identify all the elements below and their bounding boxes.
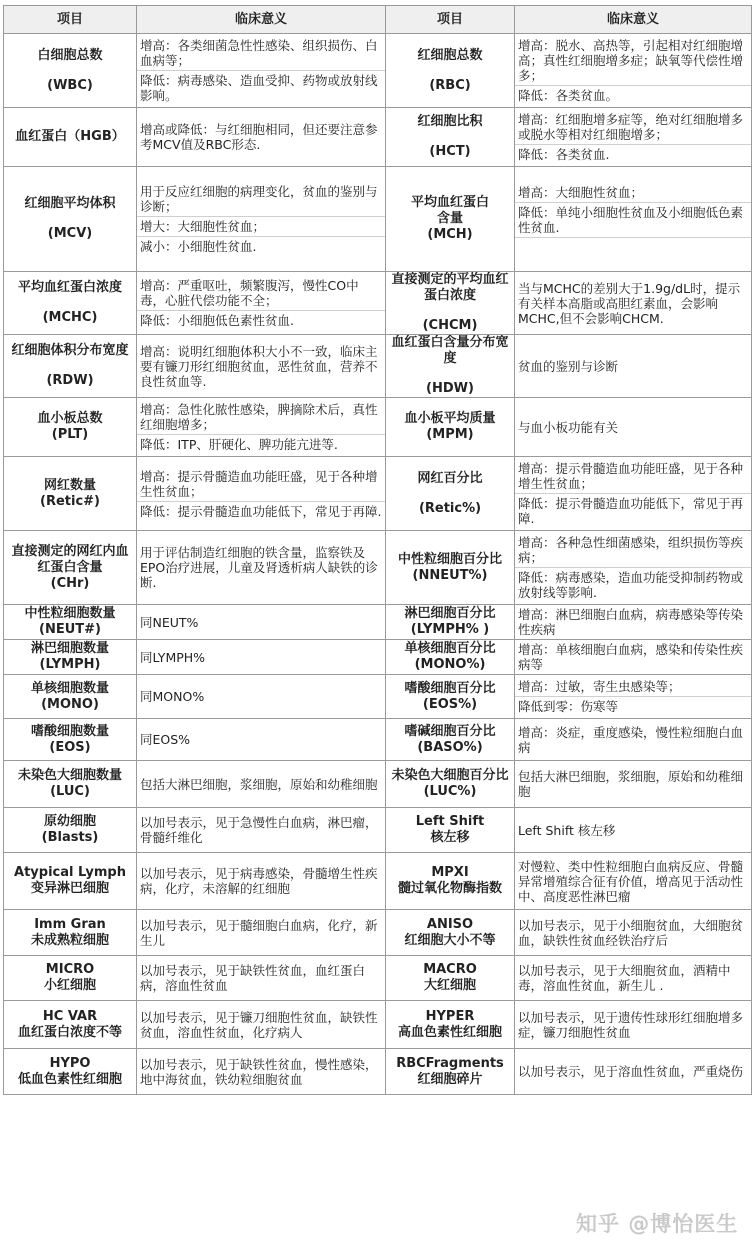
table-row bbox=[4, 853, 752, 910]
item-name-line bbox=[389, 367, 511, 381]
item-name-line bbox=[7, 359, 133, 373]
item-name-line: 原幼细胞 bbox=[43, 814, 96, 829]
item-name-line: (NEUT#) bbox=[39, 622, 101, 637]
description-line: 包括大淋巴细胞，浆细胞，原始和幼稚细胞 bbox=[140, 776, 378, 792]
item-name-line: Atypical Lymph 变异淋巴细胞 bbox=[14, 865, 126, 896]
item-name bbox=[4, 910, 137, 956]
item-name-line: MPXI bbox=[431, 865, 469, 880]
item-name bbox=[386, 457, 515, 531]
item-name bbox=[4, 457, 137, 531]
description-line: 降低：提示骨髓造血功能低下，常见于再障. bbox=[515, 493, 751, 528]
item-name-line: 平均血红蛋白浓度 bbox=[17, 280, 122, 295]
item-name-line: 血红蛋白（HGB） bbox=[15, 129, 125, 144]
item-description bbox=[137, 457, 386, 531]
item-description bbox=[515, 1049, 752, 1095]
item-name-line: (MCHC) bbox=[42, 310, 98, 325]
item-name bbox=[386, 761, 515, 808]
description-line: 降低：各类贫血. bbox=[515, 144, 751, 164]
item-description bbox=[515, 531, 752, 605]
description-line: 增高：红细胞增多症等，绝对红细胞增多或脱水等相对红细胞增多； bbox=[518, 112, 744, 142]
item-name-line: (LYMPH% ) bbox=[410, 622, 490, 637]
item-name-line: MACRO bbox=[423, 962, 477, 977]
description-line: 当与MCHC的差别大于1.9g/dL时，提示有关样本高脂或高胆红素血，会影响MCHC,但不会影响CHCM. bbox=[518, 280, 741, 326]
description-line: 增高：过敏，寄生虫感染等； bbox=[518, 679, 681, 694]
item-name-line: 高血色素性红细胞 bbox=[397, 1024, 502, 1040]
item-name bbox=[386, 675, 515, 719]
item-name-line: 单核细胞百分比 bbox=[404, 641, 496, 656]
item-name-line: HC VAR bbox=[42, 1008, 98, 1024]
item-name bbox=[4, 808, 137, 853]
description-line: 降低：病毒感染、造血受抑、药物或放射线影响。 bbox=[137, 70, 385, 105]
item-name bbox=[4, 398, 137, 457]
item-description bbox=[137, 272, 386, 335]
item-description bbox=[137, 398, 386, 457]
item-name bbox=[386, 605, 515, 640]
item-name bbox=[386, 531, 515, 605]
item-name bbox=[4, 1001, 137, 1049]
item-name-line bbox=[389, 130, 511, 144]
item-name bbox=[386, 956, 515, 1001]
item-name bbox=[4, 34, 137, 108]
item-name bbox=[4, 719, 137, 761]
item-name-line: (EOS%) bbox=[422, 696, 478, 712]
header-item-right: 项目 bbox=[386, 6, 515, 34]
description-line: 包括大淋巴细胞，浆细胞，原始和幼稚细胞 bbox=[518, 769, 744, 799]
description-line: 增高：大细胞性贫血； bbox=[518, 184, 644, 200]
item-name-line bbox=[7, 212, 133, 226]
watermark: 知乎 @博怡医生 bbox=[576, 1212, 739, 1236]
item-description bbox=[515, 853, 752, 910]
item-name-line: 红细胞比积 bbox=[417, 114, 483, 129]
item-name-line: (HDW) bbox=[426, 381, 474, 396]
item-name-line: 大红细胞 bbox=[423, 978, 476, 993]
item-name bbox=[4, 853, 137, 910]
item-name-line: (LYMPH) bbox=[39, 657, 101, 672]
item-name-line: 血红蛋白含量分布宽度 bbox=[391, 335, 509, 366]
item-name-line bbox=[7, 64, 133, 78]
item-name-line: (MONO%) bbox=[414, 657, 486, 672]
item-description bbox=[515, 272, 752, 335]
description-line: 对慢粒、类中性粒细胞白血病反应、骨髓异常增殖综合征有价值，增高见于活动性中、高度恶性淋巴瘤 bbox=[518, 858, 744, 904]
item-name-line: (MCH) bbox=[427, 227, 473, 242]
item-name-line: (WBC) bbox=[47, 77, 93, 93]
description-line: 减小：小细胞性贫血. bbox=[137, 236, 385, 256]
description-line: 增大：大细胞性贫血； bbox=[137, 216, 385, 236]
description-line: 以加号表示，见于镰刀细胞性贫血，缺铁性贫血，溶血性贫血，化疗病人 bbox=[140, 1009, 378, 1040]
item-name-line: 淋巴细胞百分比 bbox=[404, 606, 496, 621]
item-name-line: (Retic%) bbox=[418, 500, 482, 516]
description-line: 增高：单核细胞白血病，感染和传染性疾病等 bbox=[518, 642, 744, 672]
item-name-line: 嗜碱细胞百分比 bbox=[404, 723, 496, 739]
description-line: 用于反应红细胞的病理变化，贫血的鉴别与诊断； bbox=[140, 184, 378, 214]
item-name-line: (MPM) bbox=[426, 427, 474, 442]
item-name-line bbox=[389, 487, 511, 501]
item-name-line: 红细胞总数 bbox=[417, 47, 483, 63]
header-meaning-right: 临床意义 bbox=[515, 6, 752, 34]
item-name-line: 直接测定的平均血红蛋白浓度 bbox=[391, 272, 509, 303]
item-name-line: HYPER bbox=[425, 1008, 475, 1024]
description-line: 增高：提示骨髓造血功能旺盛，见于各种增生性贫血； bbox=[140, 468, 378, 499]
description-line: 贫血的鉴别与诊断 bbox=[518, 358, 619, 374]
item-name bbox=[4, 640, 137, 675]
item-name-line: HYPO bbox=[49, 1055, 91, 1071]
item-name-line: 红细胞碎片 bbox=[417, 1071, 483, 1087]
item-name-line: (LUC) bbox=[50, 784, 90, 799]
item-name-line: 中性粒细胞百分比 bbox=[397, 551, 502, 567]
item-description bbox=[515, 108, 752, 167]
description-line: 降低：小细胞低色素性贫血. bbox=[137, 310, 385, 330]
table-row bbox=[4, 640, 752, 675]
item-description bbox=[515, 956, 752, 1001]
item-name bbox=[4, 167, 137, 272]
item-name bbox=[4, 1049, 137, 1095]
description-line: 降低：ITP、肝硬化、脾功能亢进等. bbox=[137, 434, 385, 454]
item-description bbox=[137, 1001, 386, 1049]
description-line: 同NEUT% bbox=[140, 614, 199, 630]
item-name-line: 白细胞总数 bbox=[37, 47, 103, 63]
description-line: 增高：急性化脓性感染，脾摘除术后，真性红细胞增多； bbox=[140, 402, 378, 432]
table-body bbox=[4, 6, 752, 1095]
item-description bbox=[137, 853, 386, 910]
item-description bbox=[137, 910, 386, 956]
item-name bbox=[4, 605, 137, 640]
item-description bbox=[515, 34, 752, 108]
item-name-line: 血红蛋白浓度不等 bbox=[17, 1024, 122, 1040]
description-line: 以加号表示，见于大细胞贫血，酒精中毒，溶血性贫血，新生儿 . bbox=[518, 963, 731, 993]
item-name bbox=[386, 808, 515, 853]
item-description bbox=[137, 34, 386, 108]
item-name bbox=[4, 531, 137, 605]
table-row bbox=[4, 457, 752, 531]
item-description bbox=[137, 640, 386, 675]
description-line: 降低：各类贫血。 bbox=[515, 85, 751, 105]
item-description bbox=[515, 640, 752, 675]
item-name bbox=[386, 34, 515, 108]
item-description bbox=[515, 167, 752, 272]
item-name bbox=[386, 640, 515, 675]
header-item-left: 项目 bbox=[4, 6, 137, 34]
table-row bbox=[4, 808, 752, 853]
item-name bbox=[386, 910, 515, 956]
description-line: 增高：说明红细胞体积大小不一致，临床主要有镰刀形红细胞贫血，恶性贫血，营养不良性贫血等. bbox=[140, 343, 378, 389]
item-name-line: (CHCM) bbox=[422, 318, 478, 333]
item-name-line: 红细胞大小不等 bbox=[404, 932, 496, 948]
item-name-line: Imm Gran bbox=[34, 916, 106, 932]
description-line: 增高：炎症，重度感染，慢性粒细胞白血病 bbox=[518, 724, 744, 755]
item-description bbox=[515, 457, 752, 531]
item-name-line: (CHr) bbox=[50, 575, 90, 591]
description-line: 用于评估制造红细胞的铁含量，监察铁及EPO治疗进展，儿童及肾透析病人缺铁的诊断. bbox=[140, 545, 378, 590]
item-name-line: RBCFragments bbox=[396, 1055, 504, 1071]
description-line: 与血小板功能有关 bbox=[518, 419, 619, 435]
description-line: 以加号表示，见于髓细胞白血病，化疗，新生儿 bbox=[140, 917, 378, 948]
item-name-line: 中性粒细胞数量 bbox=[24, 606, 116, 621]
item-name-line: 血小板平均质量 bbox=[404, 411, 496, 426]
description-line: 增高或降低：与红细胞相同，但还要注意参考MCV值及RBC形态. bbox=[140, 122, 378, 152]
description-line: 增高：提示骨髓造血功能旺盛，见于各种增生性贫血； bbox=[518, 461, 744, 491]
item-name bbox=[4, 108, 137, 167]
item-description bbox=[515, 910, 752, 956]
item-name-line: (Retic#) bbox=[40, 493, 100, 509]
clinical-significance-table bbox=[3, 5, 752, 1095]
item-name-line: MICRO bbox=[45, 962, 95, 977]
description-line: 增高：淋巴细胞白血病，病毒感染等传染性疾病 bbox=[518, 607, 744, 637]
item-name-line: 未成熟粒细胞 bbox=[30, 932, 109, 948]
item-name bbox=[4, 761, 137, 808]
table-row bbox=[4, 398, 752, 457]
item-name bbox=[4, 272, 137, 335]
item-name-line: 单核细胞数量 bbox=[30, 680, 109, 696]
item-name bbox=[386, 335, 515, 398]
item-description bbox=[515, 1001, 752, 1049]
item-description bbox=[515, 335, 752, 398]
table-row bbox=[4, 272, 752, 335]
item-description bbox=[137, 761, 386, 808]
table-row bbox=[4, 605, 752, 640]
description-line: Left Shift 核左移 bbox=[518, 822, 616, 838]
item-name bbox=[4, 675, 137, 719]
description-line: 以加号表示，见于缺铁性贫血，血红蛋白病，溶血性贫血 bbox=[140, 963, 366, 993]
table-row bbox=[4, 108, 752, 167]
description-line: 增高：严重呕吐，频繁腹泻，慢性CO中毒，心脏代偿功能不全； bbox=[140, 278, 359, 308]
item-name-line bbox=[389, 304, 511, 318]
item-name bbox=[386, 167, 515, 272]
table-row bbox=[4, 335, 752, 398]
item-name-line: 淋巴细胞数量 bbox=[30, 641, 109, 656]
item-name bbox=[4, 956, 137, 1001]
item-name-line: 核左移 bbox=[430, 830, 470, 845]
item-name bbox=[386, 853, 515, 910]
item-name-line: 低血色素性红细胞 bbox=[17, 1071, 122, 1087]
item-name-line: (Blasts) bbox=[41, 830, 99, 845]
table-row bbox=[4, 761, 752, 808]
item-name-line: (PLT) bbox=[51, 427, 89, 442]
item-name bbox=[386, 272, 515, 335]
description-line: 降低：提示骨髓造血功能低下，常见于再障. bbox=[137, 501, 385, 521]
description-line: 同LYMPH% bbox=[140, 649, 206, 665]
item-description bbox=[137, 808, 386, 853]
item-description bbox=[137, 335, 386, 398]
item-name-line: 含量 bbox=[436, 211, 463, 226]
item-name-line: 嗜酸细胞百分比 bbox=[404, 680, 496, 696]
description-line: 增高：各类细菌急性性感染、组织损伤、白血病等； bbox=[140, 38, 378, 68]
description-line: 以加号表示，见于遗传性球形红细胞增多症，镰刀细胞性贫血 bbox=[518, 1009, 744, 1040]
description-line: 降低到零：伤寒等 bbox=[515, 696, 751, 716]
table-row bbox=[4, 910, 752, 956]
item-name-line: (RBC) bbox=[429, 77, 471, 93]
item-name-line: (BASO%) bbox=[417, 739, 483, 755]
table-row bbox=[4, 1049, 752, 1095]
item-name-line: (RDW) bbox=[46, 373, 94, 388]
item-description bbox=[137, 167, 386, 272]
table-row bbox=[4, 675, 752, 719]
description-line: 以加号表示，见于小细胞贫血，大细胞贫血，缺铁性贫血经铁治疗后 bbox=[518, 917, 744, 948]
item-name-line: 未染色大细胞数量 bbox=[17, 768, 122, 783]
table-row bbox=[4, 719, 752, 761]
item-name-line: (HCT) bbox=[429, 144, 471, 159]
item-name-line: 髓过氧化物酶指数 bbox=[397, 881, 502, 896]
item-name bbox=[4, 335, 137, 398]
item-name-line: (EOS) bbox=[49, 739, 91, 755]
description-line: 增高：脱水、高热等，引起相对红细胞增高；真性红细胞增多症；缺氧等代偿性增多； bbox=[518, 38, 744, 83]
description-line: 以加号表示，见于病毒感染，骨髓增生性疾病，化疗，未溶解的红细胞 bbox=[140, 866, 378, 896]
item-name-line: Left Shift bbox=[415, 814, 485, 829]
description-line: 以加号表示，见于急慢性白血病，淋巴瘤，骨髓纤维化 bbox=[140, 815, 378, 845]
description-line bbox=[515, 237, 751, 256]
item-description bbox=[137, 605, 386, 640]
item-description bbox=[515, 808, 752, 853]
item-name-line: 嗜酸细胞数量 bbox=[30, 723, 109, 739]
description-line: 以加号表示，见于缺铁性贫血，慢性感染，地中海贫血，铁幼粒细胞贫血 bbox=[140, 1056, 378, 1087]
item-name-line: 网红数量 bbox=[43, 477, 96, 493]
table-row bbox=[4, 956, 752, 1001]
item-name-line: 平均血红蛋白 bbox=[410, 195, 489, 210]
description-line: 同EOS% bbox=[140, 732, 191, 747]
item-name-line: (MONO) bbox=[41, 696, 99, 712]
item-name-line: 网红百分比 bbox=[417, 470, 483, 486]
item-description bbox=[515, 719, 752, 761]
item-name bbox=[386, 1001, 515, 1049]
item-description bbox=[515, 605, 752, 640]
item-description bbox=[515, 761, 752, 808]
item-name bbox=[386, 719, 515, 761]
item-description bbox=[515, 398, 752, 457]
item-name-line: 红细胞平均体积 bbox=[24, 196, 116, 211]
header-row bbox=[4, 6, 752, 34]
item-name bbox=[386, 1049, 515, 1095]
item-name-line: 血小板总数 bbox=[37, 411, 103, 426]
item-description bbox=[137, 719, 386, 761]
table-row bbox=[4, 34, 752, 108]
item-name bbox=[386, 108, 515, 167]
description-line: 降低：单纯小细胞性贫血及小细胞低色素性贫血. bbox=[515, 202, 751, 237]
item-name-line bbox=[7, 296, 133, 310]
description-line: 以加号表示，见于溶血性贫血，严重烧伤 bbox=[518, 1064, 744, 1079]
description-line: 增高：各种急性细菌感染，组织损伤等疾病； bbox=[518, 535, 744, 565]
item-name-line: (MCV) bbox=[47, 226, 93, 241]
item-name-line: 直接测定的网红内血红蛋白含量 bbox=[11, 543, 129, 575]
item-name-line bbox=[389, 64, 511, 78]
description-line: 同MONO% bbox=[140, 689, 205, 704]
item-description bbox=[137, 108, 386, 167]
item-name-line: 小红细胞 bbox=[43, 978, 96, 993]
item-description bbox=[137, 956, 386, 1001]
item-description bbox=[137, 675, 386, 719]
item-description bbox=[137, 531, 386, 605]
item-name-line: 未染色大细胞百分比(LUC%) bbox=[391, 768, 509, 799]
item-name-line: (NNEUT%) bbox=[412, 567, 488, 583]
table-row bbox=[4, 1001, 752, 1049]
item-name-line: ANISO bbox=[426, 916, 474, 932]
table-row bbox=[4, 531, 752, 605]
table-row bbox=[4, 167, 752, 272]
item-description bbox=[515, 675, 752, 719]
item-name bbox=[386, 398, 515, 457]
description-line: 降低：病毒感染，造血功能受抑制药物或放射线等影响. bbox=[515, 567, 751, 602]
item-name-line: 红细胞体积分布宽度 bbox=[11, 343, 129, 358]
item-description bbox=[137, 1049, 386, 1095]
header-meaning-left: 临床意义 bbox=[137, 6, 386, 34]
